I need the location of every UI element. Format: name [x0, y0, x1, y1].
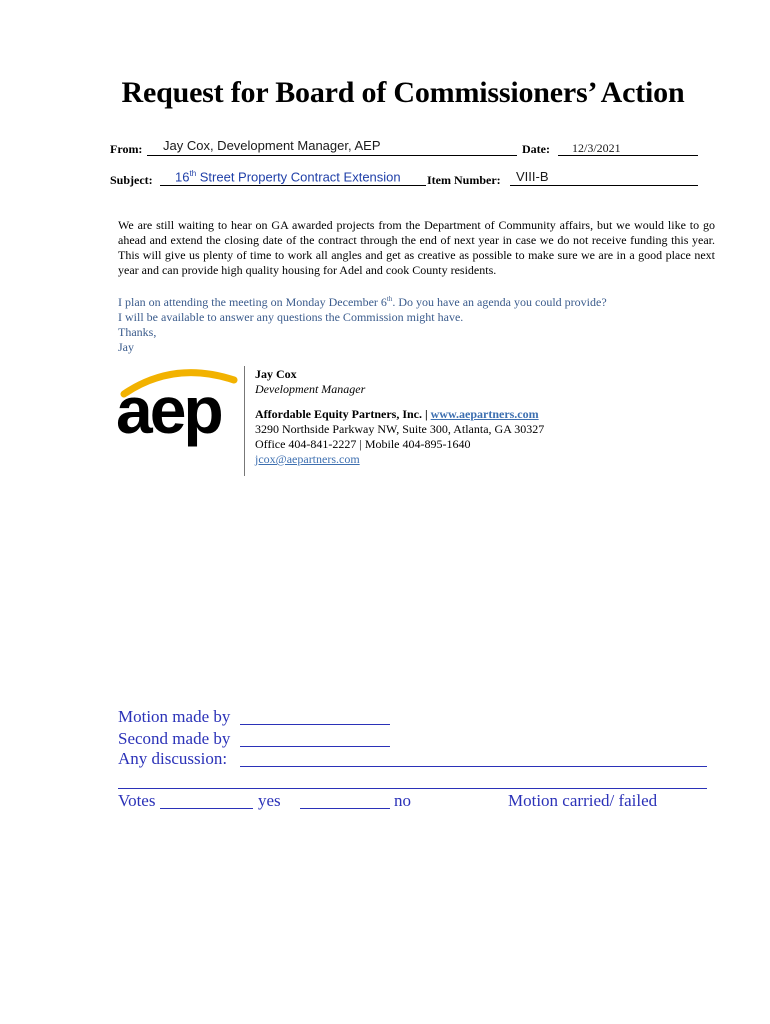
- signature-role: Development Manager: [255, 382, 366, 396]
- signature-divider: [244, 366, 245, 476]
- subject-value: 16th Street Property Contract Extension: [175, 169, 401, 185]
- motion-result-label: Motion carried/ failed: [508, 791, 658, 810]
- attendance-note: [118, 292, 718, 355]
- body-paragraph: We are still waiting to hear on GA awarded projects from the Department of Community affairs, but we would like to go ahead and extend the closing date of the contract through the end of next year in case we do not receive funding this year. This will give us plenty of time to work all angles and get as creative as possible to make sure we are in a good place next year and can provide high quality housing for Adel and cook County residents.: [118, 218, 715, 277]
- signature-company: Affordable Equity Partners, Inc.: [255, 407, 422, 421]
- note-line-3: Thanks,: [118, 325, 157, 339]
- item-number-field[interactable]: [510, 168, 698, 186]
- votes-label: Votes: [118, 791, 156, 810]
- aep-logo: [116, 364, 240, 448]
- date-field[interactable]: [558, 138, 698, 156]
- votes-no-line[interactable]: [300, 808, 390, 809]
- discussion-label: Any discussion:: [118, 749, 228, 768]
- second-made-by-label: Second made by: [118, 729, 231, 748]
- date-value: 12/3/2021: [572, 141, 621, 155]
- subject-label: Subject:: [110, 173, 153, 187]
- date-label: Date:: [522, 142, 550, 156]
- email-link[interactable]: jcox@aepartners.com: [255, 452, 360, 466]
- email-signature: [255, 367, 544, 467]
- aep-logo-text: aep: [116, 373, 221, 447]
- subject-field[interactable]: [160, 168, 426, 186]
- page-title: Request for Board of Commissioners’ Action: [121, 76, 685, 109]
- signature-company-line: Affordable Equity Partners, Inc. | www.aepartners.com: [255, 407, 539, 421]
- note-line-2: I will be available to answer any questions the Commission might have.: [118, 310, 464, 324]
- item-number-value: VIII-B: [516, 169, 549, 184]
- motion-made-by-label: Motion made by: [118, 707, 231, 726]
- note-line-1: I plan on attending the meeting on Monday December 6th. Do you have an agenda you could provide?: [118, 295, 607, 309]
- motion-made-by-line[interactable]: [240, 724, 390, 725]
- discussion-line[interactable]: [240, 766, 707, 767]
- from-field[interactable]: [147, 138, 517, 156]
- signature-name: Jay Cox: [255, 367, 297, 381]
- votes-no-label: no: [394, 791, 411, 810]
- votes-yes-line[interactable]: [160, 808, 253, 809]
- item-number-label: Item Number:: [427, 173, 501, 187]
- from-label: From:: [110, 142, 143, 156]
- second-made-by-line[interactable]: [240, 746, 390, 747]
- votes-yes-label: yes: [258, 791, 281, 810]
- from-value: Jay Cox, Development Manager, AEP: [163, 138, 381, 153]
- website-link[interactable]: www.aepartners.com: [430, 407, 539, 421]
- signature-phones: Office 404-841-2227 | Mobile 404-895-1640: [255, 437, 471, 451]
- signature-address: 3290 Northside Parkway NW, Suite 300, Atlanta, GA 30327: [255, 422, 545, 436]
- discussion-line-2[interactable]: [118, 788, 707, 789]
- note-line-4: Jay: [118, 340, 134, 354]
